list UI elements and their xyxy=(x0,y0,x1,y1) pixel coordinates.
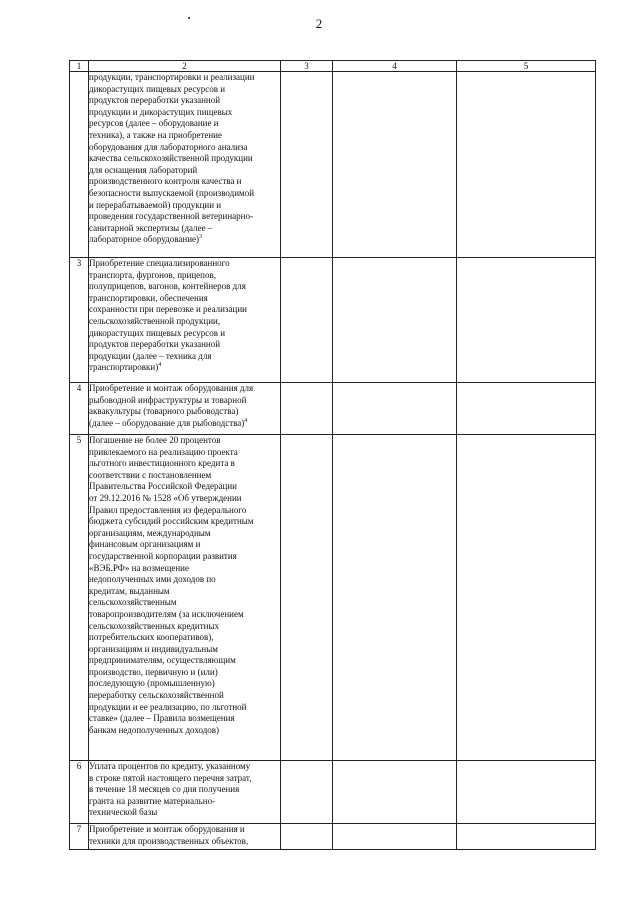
cell-col-3 xyxy=(281,824,333,850)
cell-col-4 xyxy=(333,824,457,850)
cell-col-5 xyxy=(457,761,596,824)
cell-col-3 xyxy=(281,72,333,258)
row-description: Погашение не более 20 процентов привлекаемого на реализацию проекта льготного инвестиционного кредита в соответствии с постановлением Правительства Российской Федерации от 29.12.2016 № 1528 «Об утверждении Правил предоставления из федерального бюджета субсидий российским кредитным организациям, международным финансовым организациям и государственной корпорации развития «ВЭБ.РФ» на возмещение недополученных ими доходов по кредитам, выданным сельскохозяйственным товаропроизводителям (за исключением сельскохозяйственных кредитных потребительских кооперативов), организациям и индивидуальным предпринимателям, осуществляющим производство, первичную и (или) последующую (промышленную) переработку сельскохозяйственной продукции и ее реализацию, по льготной ставке» (далее – Правила возмещения банкам недополученных доходов) xyxy=(89,435,281,761)
cell-col-4 xyxy=(333,258,457,383)
table-row xyxy=(70,72,596,258)
cell-col-5 xyxy=(457,824,596,850)
row-number: 5 xyxy=(70,435,89,761)
table-row xyxy=(70,435,596,761)
cell-col-4 xyxy=(333,435,457,761)
cell-col-4 xyxy=(333,383,457,435)
header-col-5: 5 xyxy=(457,61,596,72)
page-number: 2 xyxy=(315,16,323,31)
header-col-2: 2 xyxy=(89,61,281,72)
row-description: Приобретение и монтаж оборудования для рыбоводной инфраструктуры и товарной аквакультуры (товарного рыбоводства) (далее – оборудование для рыбоводства)$^4$ xyxy=(89,383,281,435)
table-row xyxy=(70,824,596,850)
cell-col-5 xyxy=(457,72,596,258)
cell-col-3 xyxy=(281,435,333,761)
cell-col-5 xyxy=(457,258,596,383)
table-header-row xyxy=(70,61,596,72)
cell-col-3 xyxy=(281,258,333,383)
table-row xyxy=(70,258,596,383)
footnote-ref: 3 xyxy=(199,234,203,241)
header-col-4: 4 xyxy=(333,61,457,72)
footnote-ref: 4 xyxy=(158,362,162,369)
row-description: Приобретение специализированного транспорта, фургонов, прицепов, полуприцепов, вагонов, контейнеров для транспортировки, обеспечения сохранности при перевозке и реализации сельскохозяйственной продукции, дикорастущих пищевых ресурсов и продуктов переработки указанной продукции (далее – техника для транспортировки)$^4$ xyxy=(89,258,281,383)
header-col-3: 3 xyxy=(281,61,333,72)
row-number: 3 xyxy=(70,258,89,383)
cell-col-3 xyxy=(281,383,333,435)
row-number xyxy=(70,72,89,258)
row-description: Приобретение и монтаж оборудования и техники для производственных объектов, xyxy=(89,824,281,850)
row-number: 7 xyxy=(70,824,89,850)
table-row xyxy=(70,761,596,824)
row-description: Уплата процентов по кредиту, указанному в строке пятой настоящего перечня затрат, в течение 18 месяцев со дня получения гранта на развитие материально- технической базы xyxy=(89,761,281,824)
header-col-1: 1 xyxy=(70,61,89,72)
row-number: 4 xyxy=(70,383,89,435)
cell-col-4 xyxy=(333,761,457,824)
scan-speck xyxy=(188,17,190,19)
row-number: 6 xyxy=(70,761,89,824)
cell-col-3 xyxy=(281,761,333,824)
cell-col-5 xyxy=(457,383,596,435)
cell-col-5 xyxy=(457,435,596,761)
footnote-ref: 4 xyxy=(244,417,248,424)
row-description: продукции, транспортировки и реализации дикорастущих пищевых ресурсов и продуктов переработки указанной продукции и дикорастущих пищевых ресурсов (далее – оборудование и техника), а также на приобретение оборудования для лабораторного анализа качества сельскохозяйственной продукции для оснащения лабораторий производственного контроля качества и безопасности выпускаемой (производимой и перерабатываемой) продукции и проведения государственной ветеринарно- санитарной экспертизы (далее – лабораторное оборудование)$^3$ xyxy=(89,72,281,258)
table-row xyxy=(70,383,596,435)
expense-table xyxy=(69,60,596,850)
cell-col-4 xyxy=(333,72,457,258)
